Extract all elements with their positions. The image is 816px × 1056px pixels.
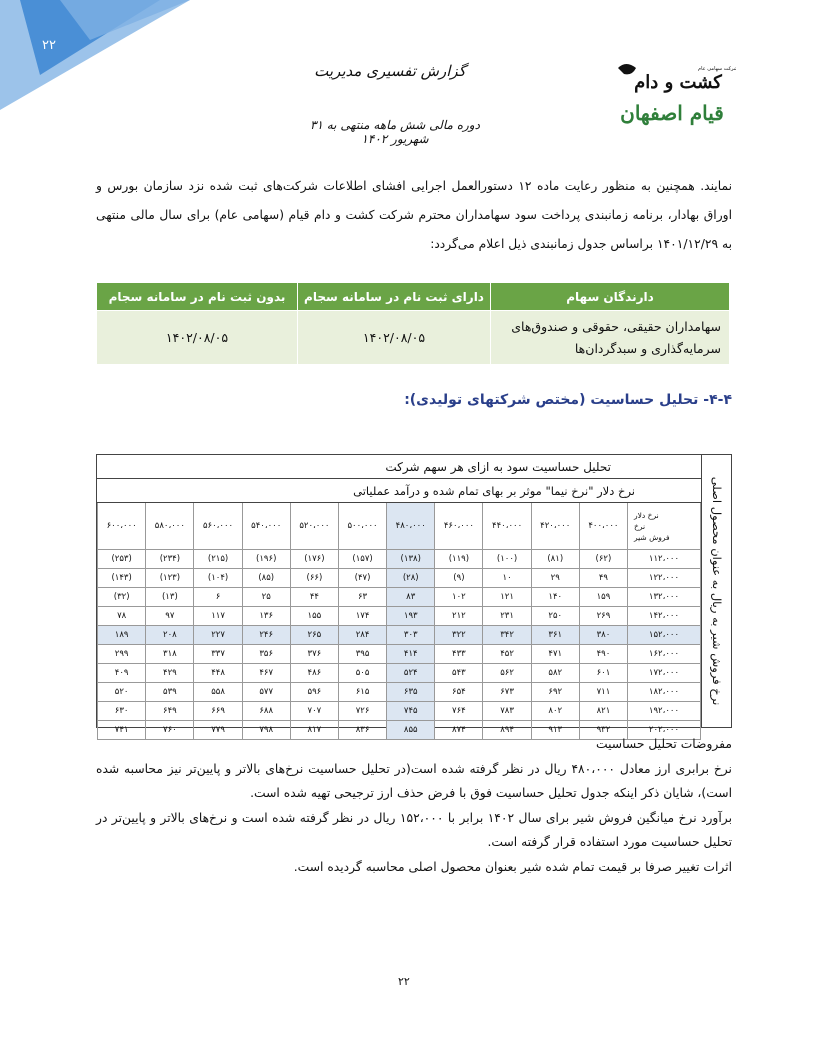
grid-cell: ۶۳: [338, 588, 386, 607]
grid-col-header: ۶۰۰،۰۰۰: [98, 503, 146, 550]
grid-cell: ۵۰۵: [338, 664, 386, 683]
grid-cell: ۱۹۳: [387, 607, 435, 626]
grid-cell: ۴۱۴: [387, 645, 435, 664]
grid-cell: ۵۹۶: [290, 683, 338, 702]
grid-cell: ۱۰: [483, 569, 531, 588]
grid-cell: (۱۹۶): [242, 550, 290, 569]
row-milk-price: ۱۱۲،۰۰۰: [628, 550, 701, 569]
grid-cell: ۷۲۶: [338, 702, 386, 721]
row-milk-price: ۱۸۲،۰۰۰: [628, 683, 701, 702]
grid-col-header: ۴۴۰،۰۰۰: [483, 503, 531, 550]
grid-cell: ۸۳۶: [338, 721, 386, 740]
grid-cell: (۳۲): [98, 588, 146, 607]
grid-cell: ۲۵: [242, 588, 290, 607]
grid-cell: ۱۱۷: [194, 607, 242, 626]
grid-cell: ۴۶۷: [242, 664, 290, 683]
grid-cell: ۳۵۶: [242, 645, 290, 664]
schedule-header-holders: دارندگان سهام: [491, 283, 730, 311]
grid-cell: ۷۹۸: [242, 721, 290, 740]
table-row: [98, 626, 701, 645]
grid-cell: ۲۲۷: [194, 626, 242, 645]
grid-col-header: ۵۸۰،۰۰۰: [146, 503, 194, 550]
corner-rate-label: نرخ: [634, 521, 646, 531]
row-milk-price: ۱۳۲،۰۰۰: [628, 588, 701, 607]
notes-paragraph-3: اثرات تغییر صرفا بر قیمت تمام شده شیر بعنوان محصول اصلی محاسبه گردیده است.: [293, 859, 732, 874]
grid-cell: ۶۹۲: [531, 683, 579, 702]
grid-cell: ۲۰۸: [146, 626, 194, 645]
report-subtitle: دوره مالی شش ماهه منتهی به ۳۱ شهریور ۱۴۰۲: [310, 118, 480, 146]
schedule-cell-holders: سهامداران حقیقی، حقوقی و صندوق‌های سرمایه‌گذاری و سبدگردان‌ها: [491, 311, 730, 365]
grid-cell: ۸۷۴: [435, 721, 483, 740]
grid-cell: ۳۴۲: [483, 626, 531, 645]
grid-cell: ۵۲۰: [98, 683, 146, 702]
grid-cell: ۷۱۱: [579, 683, 627, 702]
corner-dollar-label: نرخ دلار: [634, 510, 659, 520]
table-row: [98, 664, 701, 683]
row-milk-price: ۱۲۲،۰۰۰: [628, 569, 701, 588]
svg-text:کشت و دام: کشت و دام: [634, 72, 722, 93]
grid-cell: ۴۰۹: [98, 664, 146, 683]
grid-cell: (۲۵۳): [98, 550, 146, 569]
grid-cell: (۸۱): [531, 550, 579, 569]
grid-cell: (۲۸): [387, 569, 435, 588]
grid-cell: ۵۷۷: [242, 683, 290, 702]
grid-cell: ۱۵۹: [579, 588, 627, 607]
table-row: [98, 645, 701, 664]
sensitivity-table: [96, 454, 702, 735]
grid-cell: ۵۲۴: [387, 664, 435, 683]
grid-cell: ۴۴۸: [194, 664, 242, 683]
row-milk-price: ۱۹۲،۰۰۰: [628, 702, 701, 721]
grid-cell: ۱۲۱: [483, 588, 531, 607]
grid-cell: (۱۵۷): [338, 550, 386, 569]
grid-cell: ۷۶۰: [146, 721, 194, 740]
grid-cell: ۸۹۴: [483, 721, 531, 740]
grid-cell: ۱۳۶: [242, 607, 290, 626]
grid-cell: ۴۳۳: [435, 645, 483, 664]
grid-cell: ۱۵۵: [290, 607, 338, 626]
grid-cell: (۶۶): [290, 569, 338, 588]
grid-cell: ۲۹۹: [98, 645, 146, 664]
intro-paragraph: نمایند. همچنین به منظور رعایت ماده ۱۲ دستورالعمل اجرایی افشای اطلاعات شرکت‌های ثبت شده نزد سازمان بورس و اوراق بهادار، برنامه زمانبندی پرداخت سود سهامداران محترم شرکت کشت و دام قیام (سهامی عام) برای سال مالی منتهی به ۱۴۰۱/۱۲/۲۹ براساس جدول زمانبندی ذیل اعلام می‌گردد:: [96, 179, 732, 251]
notes-paragraph-2: برآورد نرخ میانگین فروش شیر برای سال ۱۴۰۲ برابر با ۱۵۲،۰۰۰ ریال در نظر گرفته شده است و نرخ‌های بالاتر و پایین‌تر در تحلیل حساسیت مورد استفاده قرار گرفته است.: [96, 810, 732, 849]
grid-cell: ۲۶۵: [290, 626, 338, 645]
grid-cell: ۵۸۲: [531, 664, 579, 683]
grid-cell: (۱۴۳): [98, 569, 146, 588]
grid-cell: (۱۰۴): [194, 569, 242, 588]
grid-cell: ۴۲۹: [146, 664, 194, 683]
grid-cell: ۱۰۲: [435, 588, 483, 607]
grid-cell: ۸۲۱: [579, 702, 627, 721]
grid-cell: ۶۸۸: [242, 702, 290, 721]
grid-cell: ۵۴۳: [435, 664, 483, 683]
grid-cell: (۱۰۰): [483, 550, 531, 569]
schedule-cell-no-sejam-date: ۱۴۰۲/۰۸/۰۵: [97, 311, 298, 365]
grid-cell: ۳۰۳: [387, 626, 435, 645]
sensitivity-title: تحلیل حساسیت سود به ازای هر سهم شرکت: [97, 455, 701, 479]
corner-milk-label: فروش شیر: [634, 532, 670, 542]
sensitivity-subtitle: نرخ دلار "نرخ نیما" موثر بر بهای تمام شده و درآمد عملیاتی: [97, 479, 701, 503]
grid-cell: ۱۸۹: [98, 626, 146, 645]
grid-cell: ۶۶۹: [194, 702, 242, 721]
grid-cell: ۷۰۷: [290, 702, 338, 721]
grid-cell: ۲۵۰: [531, 607, 579, 626]
grid-cell: ۹۱۳: [531, 721, 579, 740]
grid-cell: ۵۵۸: [194, 683, 242, 702]
page-number-bottom: ۲۲: [398, 975, 410, 988]
grid-cell: ۲۶۹: [579, 607, 627, 626]
sensitivity-side-label-box: [702, 454, 732, 728]
row-milk-price: ۱۷۲،۰۰۰: [628, 664, 701, 683]
grid-cell: ۴۹۰: [579, 645, 627, 664]
page-number-top: ۲۲: [42, 38, 56, 53]
grid-cell: ۳۲۲: [435, 626, 483, 645]
table-row: [98, 683, 701, 702]
section-title: ۴-۴- تحلیل حساسیت (مختص شرکتهای تولیدی):: [404, 392, 732, 408]
grid-cell: ۶۳۰: [98, 702, 146, 721]
grid-col-header: ۴۶۰،۰۰۰: [435, 503, 483, 550]
row-milk-price: ۱۵۲،۰۰۰: [628, 626, 701, 645]
grid-cell: ۷۴۵: [387, 702, 435, 721]
grid-cell: ۳۶۱: [531, 626, 579, 645]
grid-cell: ۵۶۲: [483, 664, 531, 683]
grid-cell: ۶۴۹: [146, 702, 194, 721]
schedule-header-sejam: دارای ثبت نام در سامانه سجام: [298, 283, 491, 311]
grid-cell: ۶۵۴: [435, 683, 483, 702]
grid-cell: (۴۷): [338, 569, 386, 588]
row-milk-price: ۱۴۲،۰۰۰: [628, 607, 701, 626]
grid-cell: ۶: [194, 588, 242, 607]
grid-cell: ۶۰۱: [579, 664, 627, 683]
grid-cell: ۸۱۷: [290, 721, 338, 740]
sensitivity-grid: [97, 503, 701, 740]
grid-cell: (۱۳۸): [387, 550, 435, 569]
grid-cell: ۷۴۱: [98, 721, 146, 740]
grid-cell: ۴۹: [579, 569, 627, 588]
dividend-schedule-table: [96, 282, 730, 365]
grid-col-header: ۵۶۰،۰۰۰: [194, 503, 242, 550]
grid-cell: ۴۸۶: [290, 664, 338, 683]
grid-cell: ۹۳۲: [579, 721, 627, 740]
grid-cell: ۱۷۴: [338, 607, 386, 626]
grid-cell: (۲۳۴): [146, 550, 194, 569]
grid-cell: ۷۸۳: [483, 702, 531, 721]
grid-cell: ۳۷۶: [290, 645, 338, 664]
grid-cell: ۴۷۱: [531, 645, 579, 664]
grid-cell: ۸۵۵: [387, 721, 435, 740]
row-milk-price: ۲۰۲،۰۰۰: [628, 721, 701, 740]
grid-cell: ۲۴۶: [242, 626, 290, 645]
grid-col-header: ۵۴۰،۰۰۰: [242, 503, 290, 550]
row-milk-price: ۱۶۲،۰۰۰: [628, 645, 701, 664]
grid-corner-cell: [628, 503, 701, 550]
grid-cell: (۹): [435, 569, 483, 588]
table-row: [98, 550, 701, 569]
grid-cell: ۳۳۷: [194, 645, 242, 664]
grid-col-header: ۴۰۰،۰۰۰: [579, 503, 627, 550]
report-title: گزارش تفسیری مدیریت: [314, 62, 466, 80]
grid-cell: ۷۷۹: [194, 721, 242, 740]
grid-col-header: ۴۲۰،۰۰۰: [531, 503, 579, 550]
grid-cell: ۶۷۳: [483, 683, 531, 702]
grid-cell: ۲۱۲: [435, 607, 483, 626]
svg-text:شرکت سهامی عام: شرکت سهامی عام: [698, 66, 736, 72]
grid-cell: (۱۲۳): [146, 569, 194, 588]
grid-cell: ۷۶۴: [435, 702, 483, 721]
grid-col-header: ۵۲۰،۰۰۰: [290, 503, 338, 550]
grid-cell: ۳۱۸: [146, 645, 194, 664]
grid-cell: ۲۹: [531, 569, 579, 588]
table-row: [98, 569, 701, 588]
assumptions-notes: [96, 732, 732, 879]
schedule-cell-sejam-date: ۱۴۰۲/۰۸/۰۵: [298, 311, 491, 365]
notes-heading: مفروضات تحلیل حساسیت: [596, 737, 732, 751]
grid-cell: ۷۸: [98, 607, 146, 626]
grid-cell: ۳۸۰: [579, 626, 627, 645]
grid-cell: ۶۳۵: [387, 683, 435, 702]
grid-col-header: ۴۸۰،۰۰۰: [387, 503, 435, 550]
sensitivity-side-label: نرخ فروش شیر به ریال به عنوان محصول اصلی: [709, 476, 724, 706]
grid-cell: ۱۴۰: [531, 588, 579, 607]
grid-cell: ۶۱۵: [338, 683, 386, 702]
grid-cell: ۸۳: [387, 588, 435, 607]
notes-paragraph-1: نرخ برابری ارز معادل ۴۸۰،۰۰۰ ریال در نظر گرفته شده است(در تحلیل حساسیت نرخ‌های بالاتر و پایین‌تر نیز محاسبه شده است)، شایان ذکر اینکه جدول تحلیل حساسیت فوق با فرض حذف ارز ترجیحی تهیه شده است.: [96, 761, 732, 800]
schedule-header-no-sejam: بدون ثبت نام در سامانه سجام: [97, 283, 298, 311]
table-row: [98, 607, 701, 626]
grid-cell: (۱۱۹): [435, 550, 483, 569]
table-row: [98, 588, 701, 607]
corner-decoration: [0, 0, 190, 110]
grid-cell: (۱۷۶): [290, 550, 338, 569]
grid-cell: (۲۱۵): [194, 550, 242, 569]
grid-cell: ۲۳۱: [483, 607, 531, 626]
table-row: [98, 702, 701, 721]
grid-cell: ۴۵۲: [483, 645, 531, 664]
grid-cell: (۶۲): [579, 550, 627, 569]
grid-cell: ۲۸۴: [338, 626, 386, 645]
grid-cell: ۴۴: [290, 588, 338, 607]
grid-col-header: ۵۰۰،۰۰۰: [338, 503, 386, 550]
grid-cell: ۳۹۵: [338, 645, 386, 664]
grid-cell: ۹۷: [146, 607, 194, 626]
company-logo: [608, 58, 736, 130]
grid-cell: ۸۰۲: [531, 702, 579, 721]
grid-cell: ۵۳۹: [146, 683, 194, 702]
grid-cell: (۸۵): [242, 569, 290, 588]
svg-text:قیام اصفهان: قیام اصفهان: [620, 101, 724, 125]
grid-cell: (۱۳): [146, 588, 194, 607]
